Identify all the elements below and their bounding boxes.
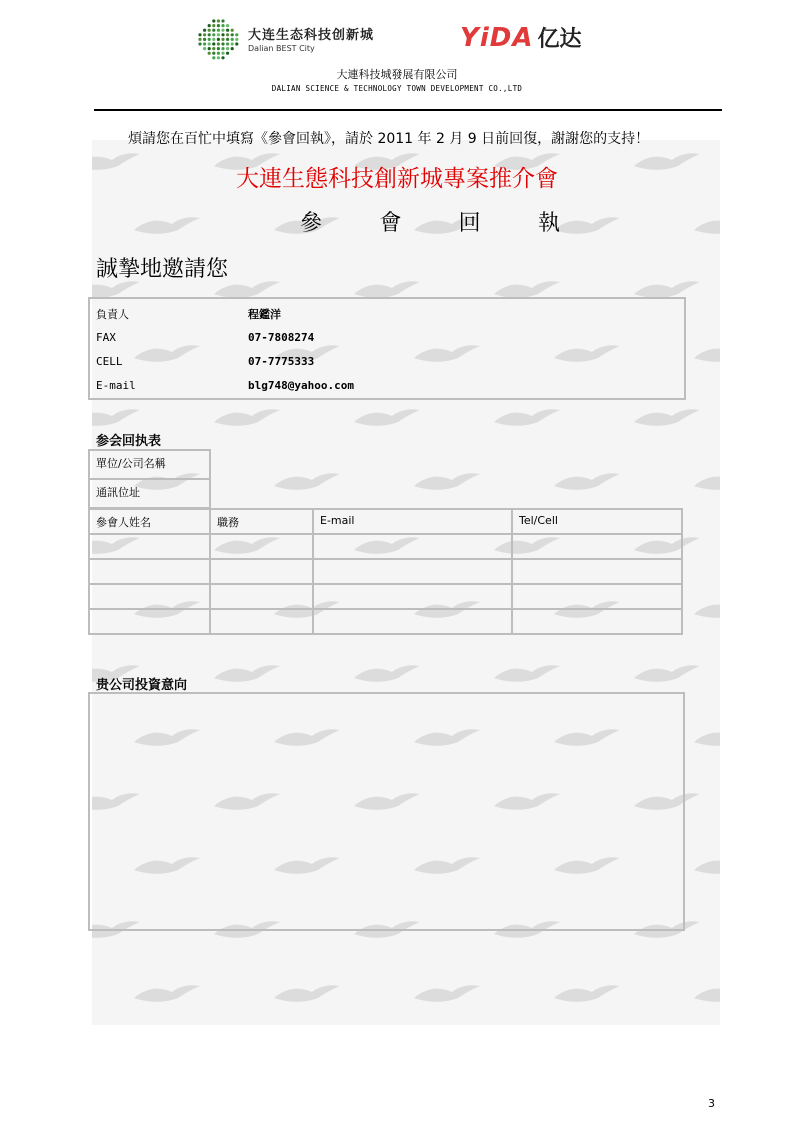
contact-value: 07-7808274 — [248, 331, 315, 344]
watermark-bird-icon — [132, 982, 202, 1008]
subtitle-char: 執 — [537, 211, 560, 236]
watermark-bird-icon — [632, 406, 702, 432]
form-input-cell[interactable] — [312, 583, 513, 610]
yida-logo-en: YiDA — [460, 23, 534, 53]
company-name-en: DALIAN SCIENCE & TECHNOLOGY TOWN DEVELOPMENT CO.,LTD — [271, 84, 523, 93]
invite-heading: 誠摯地邀請您 — [96, 257, 229, 282]
watermark-bird-icon — [552, 214, 622, 240]
subtitle-char: 參 — [300, 211, 323, 236]
watermark-bird-icon — [632, 662, 702, 688]
form-input-cell[interactable] — [511, 558, 683, 585]
watermark-bird-icon — [692, 214, 720, 240]
form-input-cell[interactable] — [511, 608, 683, 635]
company-name-cn: 大連科技城發展有限公司 — [336, 68, 458, 81]
registration-form-table — [88, 449, 684, 637]
form-input-cell[interactable] — [88, 608, 211, 635]
company-name-label: 單位/公司名稱 — [88, 449, 211, 480]
logo-left-en: Dalian BEST City — [248, 44, 315, 53]
form-input-cell[interactable] — [312, 533, 513, 560]
contact-label: CELL — [96, 355, 123, 368]
contact-value: blg748@yahoo.com — [248, 379, 354, 392]
investment-intent-field[interactable] — [88, 692, 685, 931]
watermark-bird-icon — [692, 342, 720, 368]
watermark-bird-icon — [692, 598, 720, 624]
dalian-best-city-logo — [196, 18, 376, 62]
watermark-bird-icon — [692, 470, 720, 496]
form-input-cell[interactable] — [312, 558, 513, 585]
watermark-bird-icon — [692, 854, 720, 880]
form-input-cell[interactable] — [312, 608, 513, 635]
header-divider — [94, 109, 722, 111]
contact-label: FAX — [96, 331, 116, 344]
watermark-bird-icon — [492, 662, 562, 688]
watermark-bird-icon — [352, 406, 422, 432]
watermark-bird-icon — [212, 406, 282, 432]
watermark-bird-icon — [92, 406, 142, 432]
form-input-cell[interactable] — [209, 608, 314, 635]
column-header-position: 職務 — [209, 508, 314, 535]
notice-text: 煩請您在百忙中填寫《參會回執》，請於 2011 年 2 月 9 日前回復，謝謝您的支持！ — [128, 131, 650, 147]
logo-left-cn: 大连生态科技创新城 — [248, 28, 375, 43]
watermark-bird-icon — [692, 982, 720, 1008]
form-input-cell[interactable] — [88, 533, 211, 560]
watermark-bird-icon — [492, 406, 562, 432]
form-section-title: 参会回执表 — [96, 434, 162, 449]
dot-grid-logo-icon — [196, 18, 242, 62]
yida-logo — [460, 22, 600, 56]
yida-logo-cn: 亿达 — [537, 27, 582, 52]
contact-label: 負責人 — [96, 308, 129, 321]
column-header-name: 參會人姓名 — [88, 508, 211, 535]
form-input-cell[interactable] — [511, 583, 683, 610]
watermark-bird-icon — [552, 982, 622, 1008]
subtitle-char: 會 — [379, 211, 402, 236]
column-header-email: E-mail — [312, 508, 513, 535]
watermark-bird-icon — [352, 662, 422, 688]
page-subtitle — [300, 206, 560, 237]
subtitle-char: 回 — [458, 211, 481, 236]
form-input-cell[interactable] — [209, 583, 314, 610]
form-input-cell[interactable] — [511, 533, 683, 560]
watermark-bird-icon — [412, 982, 482, 1008]
contact-info-box — [88, 297, 686, 400]
watermark-bird-icon — [272, 982, 342, 1008]
contact-label: E-mail — [96, 379, 136, 392]
page-number: 3 — [708, 1097, 715, 1110]
page-title: 大連生態科技創新城專案推介會 — [236, 166, 558, 192]
invest-section-title: 贵公司投資意向 — [96, 678, 188, 693]
form-input-cell[interactable] — [209, 558, 314, 585]
watermark-bird-icon — [212, 662, 282, 688]
contact-value: 程鑑洋 — [248, 308, 281, 321]
form-input-cell[interactable] — [88, 558, 211, 585]
address-label: 通訊位址 — [88, 478, 211, 509]
watermark-bird-icon — [132, 214, 202, 240]
watermark-bird-icon — [692, 726, 720, 752]
form-input-cell[interactable] — [209, 533, 314, 560]
column-header-tel: Tel/Cell — [511, 508, 683, 535]
form-input-cell[interactable] — [88, 583, 211, 610]
contact-value: 07-7775333 — [248, 355, 315, 368]
